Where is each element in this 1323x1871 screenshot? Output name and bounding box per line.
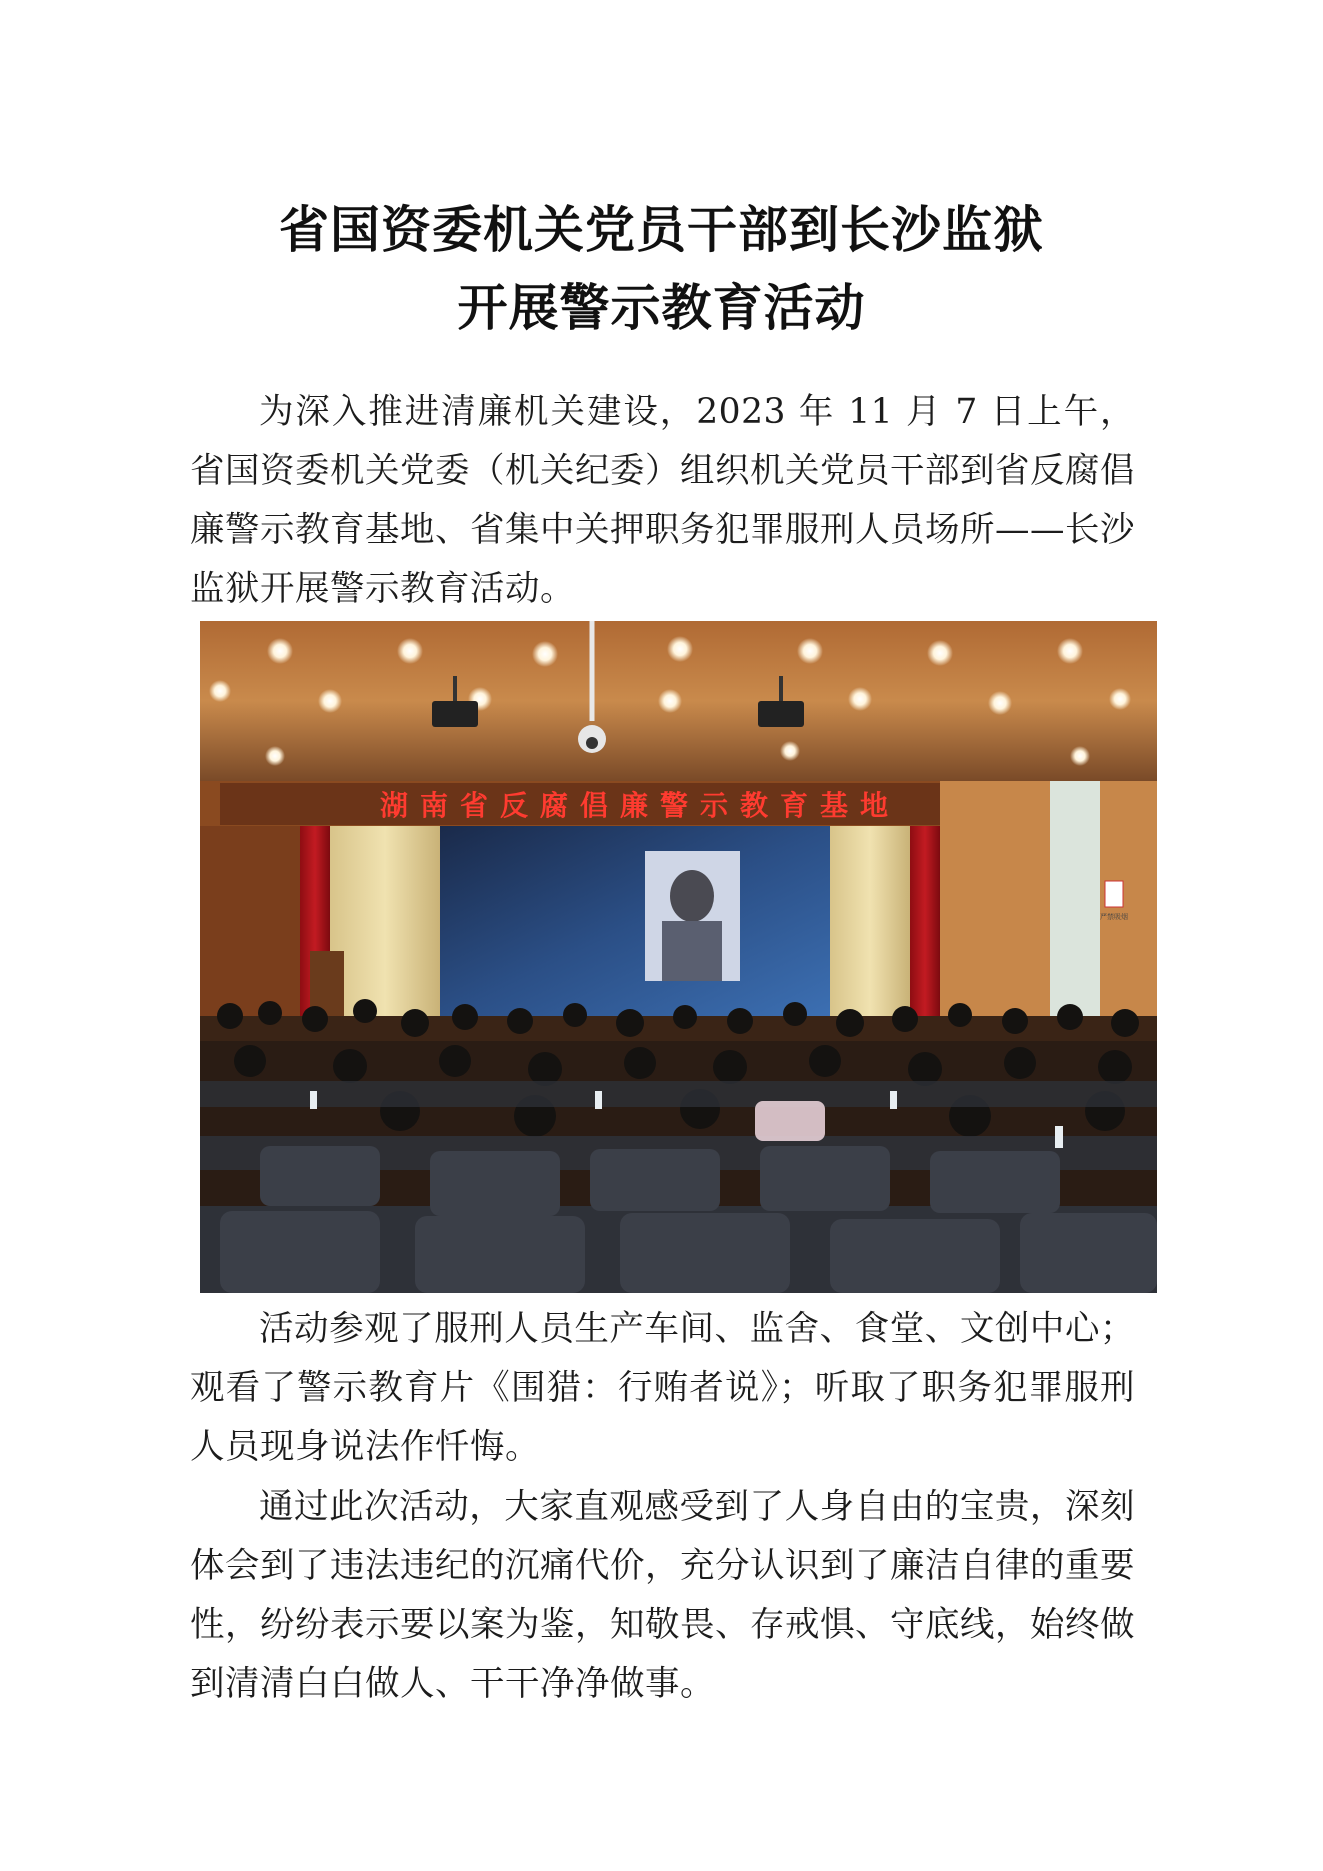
projection-screen [440,826,830,1016]
event-photo [200,621,1157,1293]
document-title-line-2: 开展警示教育活动 [457,279,866,337]
document-title-line-1: 省国资委机关党员干部到长沙监狱 [279,201,1044,259]
paragraph-2: 活动参观了服刑人员生产车间、监舍、食堂、文创中心；观看了警示教育片《围猎：行贿者说》；听取了职务犯罪服刑人员现身说法作忏悔。 [190,1309,1135,1467]
paragraph-1: 为深入推进清廉机关建设，2023 年 11 月 7 日上午，省国资委机关党委（机关纪委）组织机关党员干部到省反腐倡廉警示教育基地、省集中关押职务犯罪服刑人员场所——长沙监狱开展警示教育活动。 [190,392,1135,609]
sign-text: 严禁吸烟 [1100,913,1128,921]
banner-text: 湖南省反腐倡廉警示教育基地 [379,789,901,822]
paragraph-3: 通过此次活动，大家直观感受到了人身自由的宝贵，深刻体会到了违法违纪的沉痛代价，充分认识到了廉洁自律的重要性，纷纷表示要以案为鉴，知敬畏、存戒惧、守底线，始终做到清清白白做人、干干净净做事。 [190,1487,1135,1704]
